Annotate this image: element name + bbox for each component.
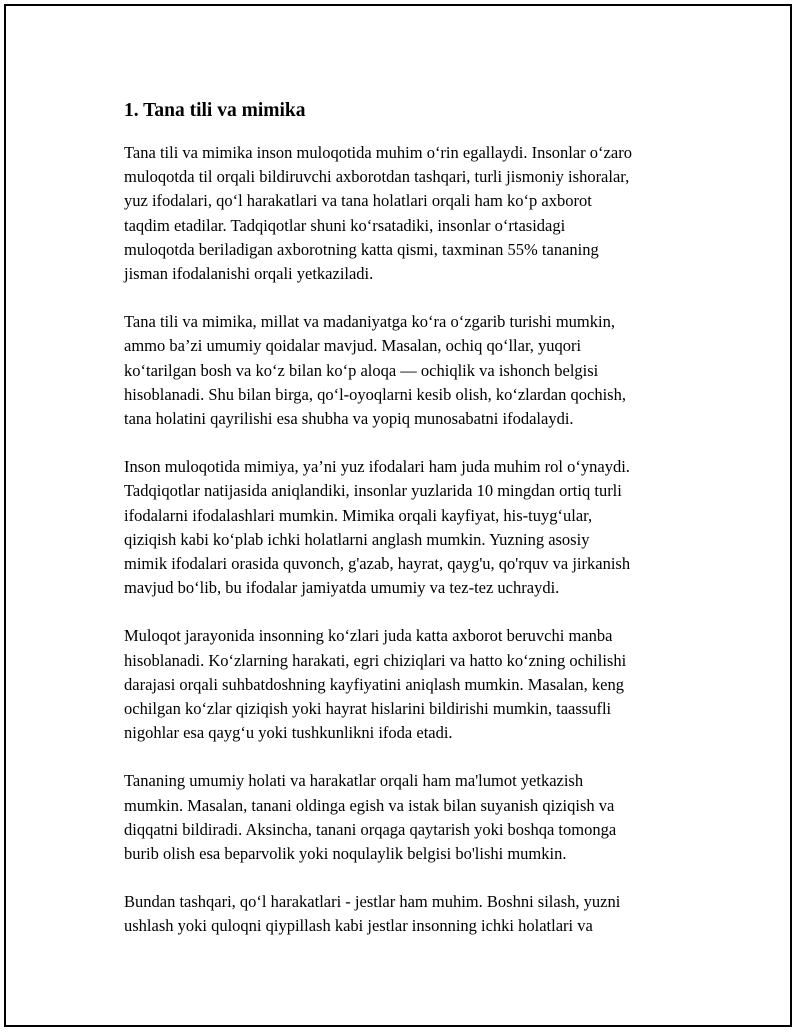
text-line: Bundan tashqari, qo‘l harakatlari - jestlar ham muhim. Boshni silash, yuzni <box>124 892 621 912</box>
text-line: ushlash yoki quloqni qiypillash kabi jestlar insonning ichki holatlari va <box>124 916 593 936</box>
paragraph-5 <box>124 769 704 866</box>
text-line: Tana tili va mimika inson muloqotida muhim o‘rin egallaydi. Insonlar o‘zaro <box>124 143 632 162</box>
text-line: Inson muloqotida mimiya, ya’ni yuz ifodalari ham juda muhim rol o‘ynaydi. <box>124 457 630 477</box>
text-line: diqqatni bildiradi. Aksincha, tanani orqaga qaytarish yoki boshqa tomonga <box>124 819 617 839</box>
text-line: ko‘tarilgan bosh va ko‘z bilan ko‘p aloqa — ochiqlik va ishonch belgisi <box>124 360 599 380</box>
page-frame <box>4 4 792 1027</box>
text-line: ifodalarni ifodalashlari mumkin. Mimika orqali kayfiyat, his-tuyg‘ular, <box>124 505 593 525</box>
text-line: tana holatini qayrilishi esa shubha va yopiq munosabatni ifodalaydi. <box>124 409 574 429</box>
text-line: hisoblanadi. Shu bilan birga, qo‘l-oyoqlarni kesib olish, ko‘zlardan qochish, <box>124 384 626 404</box>
paragraph-6 <box>124 890 704 938</box>
text-line: nigohlar esa qayg‘u yoki tushkunlikni ifoda etadi. <box>124 723 453 743</box>
text-line: jisman ifodalanishi orqali yetkaziladi. <box>124 264 374 284</box>
document-content <box>124 96 704 963</box>
text-line: muloqotda til orqali bildiruvchi axborotdan tashqari, turli jismoniy ishoralar, <box>124 167 630 187</box>
text-line: Tadqiqotlar natijasida aniqlandiki, insonlar yuzlarida 10 mingdan ortiq turli <box>124 481 622 501</box>
text-line: taqdim etadilar. Tadqiqotlar shuni ko‘rsatadiki, insonlar o‘rtasidagi <box>124 215 566 235</box>
text-line: Muloqot jarayonida insonning ko‘zlari juda katta axborot beruvchi manba <box>124 626 613 646</box>
text-line: Tananing umumiy holati va harakatlar orqali ham ma'lumot yetkazish <box>124 771 584 791</box>
section-heading: 1. Tana tili va mimika <box>124 100 306 121</box>
text-line: mavjud bo‘lib, bu ifodalar jamiyatda umumiy va tez-tez uchraydi. <box>124 578 560 598</box>
text-line: qiziqish kabi ko‘plab ichki holatlarni anglash mumkin. Yuzning asosiy <box>124 529 590 549</box>
paragraph-1 <box>124 141 704 286</box>
text-line: burib olish esa beparvolik yoki noqulaylik belgisi bo'lishi mumkin. <box>124 844 567 864</box>
text-line: darajasi orqali suhbatdoshning kayfiyatini aniqlash mumkin. Masalan, keng <box>124 674 624 694</box>
paragraph-4 <box>124 624 704 745</box>
text-line: yuz ifodalari, qo‘l harakatlari va tana holatlari orqali ham ko‘p axborot <box>124 191 592 211</box>
text-line: ochilgan ko‘zlar qiziqish yoki hayrat hislarini bildirishi mumkin, taassufli <box>124 699 612 719</box>
text-line: hisoblanadi. Ko‘zlarning harakati, egri chiziqlari va hatto ko‘zning ochilishi <box>124 650 627 670</box>
paragraph-3 <box>124 455 704 600</box>
text-line: muloqotda beriladigan axborotning katta qismi, taxminan 55% tananing <box>124 239 599 259</box>
text-line: ammo ba’zi umumiy qoidalar mavjud. Masalan, ochiq qo‘llar, yuqori <box>124 336 582 356</box>
text-line: mimik ifodalari orasida quvonch, g'azab, hayrat, qayg'u, qo'rquv va jirkanish <box>124 554 631 574</box>
paragraph-2 <box>124 310 704 431</box>
text-line: mumkin. Masalan, tanani oldinga egish va istak bilan suyanish qiziqish va <box>124 795 615 815</box>
text-line: Tana tili va mimika, millat va madaniyatga ko‘ra o‘zgarib turishi mumkin, <box>124 312 615 332</box>
